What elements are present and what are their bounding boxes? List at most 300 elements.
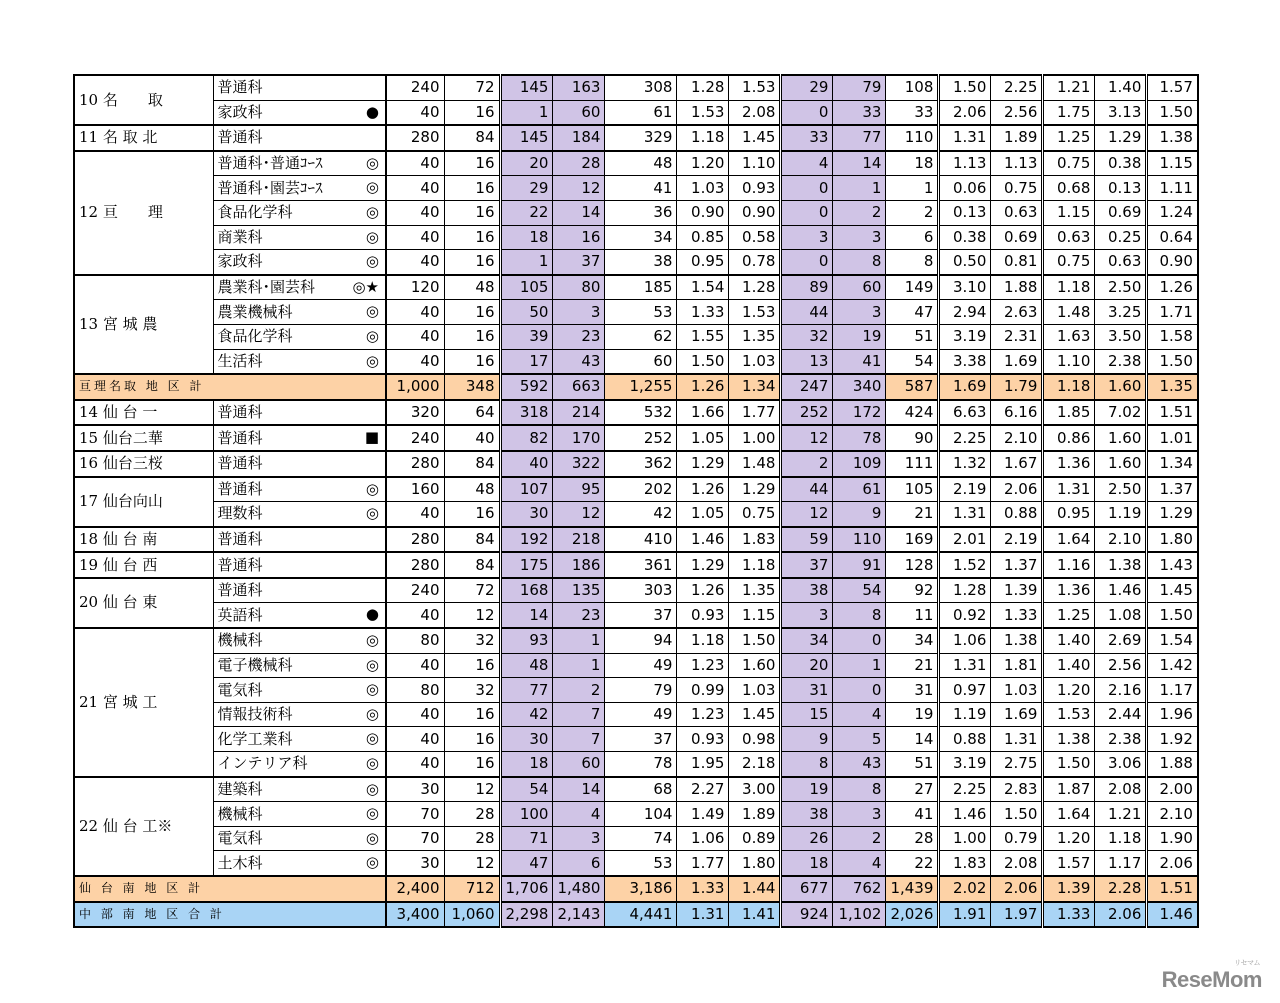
- value-cell: 1.54: [677, 275, 729, 300]
- course-label: 英語科: [217, 605, 263, 624]
- course-name: [213, 477, 386, 502]
- value-cell: 1.31: [939, 653, 991, 678]
- table-row: [74, 702, 1198, 727]
- course-label: 建築科: [217, 779, 263, 798]
- value-cell: 28: [553, 151, 605, 176]
- table-row: [74, 300, 1198, 325]
- subtotal-label: 亘理名取 地 区 計: [74, 374, 386, 400]
- value-cell: 318: [500, 400, 553, 426]
- course-name: [213, 578, 386, 603]
- table-row: [74, 752, 1198, 777]
- value-cell: 677: [781, 876, 833, 902]
- value-cell: 8: [781, 752, 833, 777]
- course-label: 普通科: [217, 529, 263, 548]
- value-cell: 532: [605, 400, 677, 426]
- course-mark: ◎: [365, 729, 379, 748]
- value-cell: 1.23: [677, 653, 729, 678]
- course-mark: ◎: [365, 804, 379, 823]
- value-cell: 280: [386, 552, 444, 578]
- value-cell: 41: [605, 176, 677, 201]
- value-cell: 1.01: [1147, 425, 1198, 451]
- value-cell: 14: [553, 777, 605, 802]
- value-cell: 100: [500, 802, 553, 827]
- value-cell: 16: [444, 727, 500, 752]
- course-name: [213, 349, 386, 374]
- value-cell: 31: [886, 678, 939, 703]
- value-cell: 108: [886, 75, 939, 100]
- table-row: [74, 603, 1198, 628]
- value-cell: 135: [553, 578, 605, 603]
- course-label: 情報技術科: [217, 705, 293, 724]
- value-cell: 0.50: [939, 250, 991, 275]
- value-cell: 0.85: [677, 225, 729, 250]
- value-cell: 1.90: [1147, 826, 1198, 851]
- value-cell: 1.38: [1147, 125, 1198, 151]
- school-name: 15 仙台二華: [74, 425, 213, 451]
- course-mark: ◎: [365, 655, 379, 674]
- value-cell: 1.60: [1095, 374, 1147, 400]
- value-cell: 50: [500, 300, 553, 325]
- course-mark: ◎: [365, 754, 379, 773]
- value-cell: 49: [605, 653, 677, 678]
- value-cell: 1.28: [939, 578, 991, 603]
- value-cell: 1.67: [991, 451, 1043, 477]
- value-cell: 19: [781, 777, 833, 802]
- course-name: [213, 851, 386, 876]
- value-cell: 1.15: [1043, 200, 1095, 225]
- value-cell: 2.16: [1095, 678, 1147, 703]
- value-cell: 280: [386, 125, 444, 151]
- value-cell: 128: [886, 552, 939, 578]
- value-cell: 48: [500, 653, 553, 678]
- value-cell: 2.38: [1095, 349, 1147, 374]
- course-label: 生活科: [217, 351, 263, 370]
- value-cell: 1.52: [939, 552, 991, 578]
- value-cell: 1.81: [991, 653, 1043, 678]
- value-cell: 2.06: [1095, 902, 1147, 928]
- value-cell: 1.26: [677, 477, 729, 502]
- school-name: 11 名 取 北: [74, 125, 213, 151]
- value-cell: 37: [605, 603, 677, 628]
- value-cell: 2.02: [939, 876, 991, 902]
- value-cell: 2.00: [1147, 777, 1198, 802]
- course-label: 普通科: [217, 403, 263, 422]
- value-cell: 1.41: [729, 902, 781, 928]
- value-cell: 340: [833, 374, 886, 400]
- value-cell: 43: [833, 752, 886, 777]
- value-cell: 12: [444, 777, 500, 802]
- table-row: [74, 125, 1198, 151]
- value-cell: 34: [605, 225, 677, 250]
- value-cell: 1.53: [1043, 702, 1095, 727]
- course-name: [213, 275, 386, 300]
- value-cell: 30: [500, 727, 553, 752]
- value-cell: 1.26: [677, 374, 729, 400]
- value-cell: 240: [386, 425, 444, 451]
- value-cell: 78: [605, 752, 677, 777]
- table-row: [74, 250, 1198, 275]
- value-cell: 2: [886, 200, 939, 225]
- value-cell: 2.25: [939, 425, 991, 451]
- course-name: [213, 502, 386, 527]
- value-cell: 0.13: [1095, 176, 1147, 201]
- value-cell: 80: [386, 678, 444, 703]
- value-cell: 2.25: [939, 777, 991, 802]
- value-cell: 145: [500, 125, 553, 151]
- value-cell: 28: [444, 826, 500, 851]
- value-cell: 1.18: [1095, 826, 1147, 851]
- value-cell: 2.28: [1095, 876, 1147, 902]
- value-cell: 1.51: [1147, 876, 1198, 902]
- school-name: 16 仙台三桜: [74, 451, 213, 477]
- value-cell: 3: [781, 603, 833, 628]
- value-cell: 0.89: [729, 826, 781, 851]
- course-mark: ◎: [365, 779, 379, 798]
- value-cell: 43: [553, 349, 605, 374]
- value-cell: 1.19: [1095, 502, 1147, 527]
- value-cell: 1.83: [729, 527, 781, 553]
- course-label: 食品化学科: [217, 327, 293, 346]
- value-cell: 1.80: [1147, 527, 1198, 553]
- course-label: 普通科･園芸ｺｰｽ: [217, 178, 323, 197]
- course-mark: ■: [364, 428, 379, 447]
- value-cell: 93: [500, 628, 553, 653]
- subtotal-row: [74, 902, 1198, 928]
- value-cell: 71: [500, 826, 553, 851]
- value-cell: 72: [444, 75, 500, 100]
- value-cell: 1.26: [1147, 275, 1198, 300]
- value-cell: 0.92: [939, 603, 991, 628]
- school-name: 20 仙 台 東: [74, 578, 213, 628]
- value-cell: 1.42: [1147, 653, 1198, 678]
- value-cell: 149: [886, 275, 939, 300]
- value-cell: 40: [386, 300, 444, 325]
- course-name: [213, 552, 386, 578]
- value-cell: 42: [605, 502, 677, 527]
- value-cell: 3.25: [1095, 300, 1147, 325]
- value-cell: 1.31: [677, 902, 729, 928]
- value-cell: 1.26: [677, 578, 729, 603]
- value-cell: 40: [444, 425, 500, 451]
- value-cell: 1.28: [677, 75, 729, 100]
- value-cell: 1.16: [1043, 552, 1095, 578]
- value-cell: 7.02: [1095, 400, 1147, 426]
- value-cell: 2.18: [729, 752, 781, 777]
- value-cell: 1.57: [1043, 851, 1095, 876]
- value-cell: 1.71: [1147, 300, 1198, 325]
- table-row: [74, 802, 1198, 827]
- value-cell: 1.33: [991, 603, 1043, 628]
- value-cell: 2.06: [991, 477, 1043, 502]
- value-cell: 59: [781, 527, 833, 553]
- course-label: 理数科: [217, 504, 263, 523]
- value-cell: 1.69: [991, 702, 1043, 727]
- course-name: [213, 225, 386, 250]
- value-cell: 1.95: [677, 752, 729, 777]
- course-name: [213, 653, 386, 678]
- table-row: [74, 451, 1198, 477]
- value-cell: 3: [833, 300, 886, 325]
- value-cell: 1.31: [939, 125, 991, 151]
- value-cell: 145: [500, 75, 553, 100]
- value-cell: 1.48: [729, 451, 781, 477]
- value-cell: 6: [553, 851, 605, 876]
- value-cell: 40: [386, 727, 444, 752]
- value-cell: 2,400: [386, 876, 444, 902]
- value-cell: 1.50: [1147, 100, 1198, 125]
- value-cell: 1.40: [1043, 628, 1095, 653]
- value-cell: 202: [605, 477, 677, 502]
- value-cell: 1.25: [1043, 603, 1095, 628]
- value-cell: 12: [553, 176, 605, 201]
- value-cell: 84: [444, 527, 500, 553]
- value-cell: 1.58: [1147, 324, 1198, 349]
- value-cell: 2: [833, 826, 886, 851]
- course-label: 電気科: [217, 829, 263, 848]
- value-cell: 4: [553, 802, 605, 827]
- value-cell: 62: [605, 324, 677, 349]
- value-cell: 1.08: [1095, 603, 1147, 628]
- value-cell: 64: [444, 400, 500, 426]
- value-cell: 2.69: [1095, 628, 1147, 653]
- value-cell: 0.90: [729, 200, 781, 225]
- table-row: [74, 275, 1198, 300]
- value-cell: 70: [386, 826, 444, 851]
- school-name: 21 宮 城 工: [74, 628, 213, 777]
- value-cell: 9: [833, 502, 886, 527]
- value-cell: 89: [781, 275, 833, 300]
- course-label: 土木科: [217, 853, 263, 872]
- course-name: [213, 324, 386, 349]
- value-cell: 1.97: [991, 902, 1043, 928]
- value-cell: 303: [605, 578, 677, 603]
- value-cell: 1.13: [991, 151, 1043, 176]
- value-cell: 0.93: [677, 603, 729, 628]
- value-cell: 1: [886, 176, 939, 201]
- value-cell: 79: [833, 75, 886, 100]
- value-cell: 1.37: [1147, 477, 1198, 502]
- course-name: [213, 100, 386, 125]
- course-name: [213, 802, 386, 827]
- value-cell: 1.77: [729, 400, 781, 426]
- value-cell: 105: [886, 477, 939, 502]
- value-cell: 169: [886, 527, 939, 553]
- value-cell: 22: [500, 200, 553, 225]
- course-mark: ◎: [365, 153, 379, 172]
- value-cell: 1.29: [677, 552, 729, 578]
- value-cell: 1.20: [1043, 678, 1095, 703]
- value-cell: 72: [444, 578, 500, 603]
- value-cell: 362: [605, 451, 677, 477]
- value-cell: 1.91: [939, 902, 991, 928]
- value-cell: 1.18: [1043, 275, 1095, 300]
- table-row: [74, 628, 1198, 653]
- value-cell: 1.21: [1043, 75, 1095, 100]
- value-cell: 0.38: [1095, 151, 1147, 176]
- value-cell: 1: [500, 100, 553, 125]
- value-cell: 84: [444, 552, 500, 578]
- course-name: [213, 628, 386, 653]
- value-cell: 1.31: [939, 502, 991, 527]
- value-cell: 2.83: [991, 777, 1043, 802]
- value-cell: 16: [444, 752, 500, 777]
- value-cell: 0.64: [1147, 225, 1198, 250]
- value-cell: 0.38: [939, 225, 991, 250]
- value-cell: 1.50: [991, 802, 1043, 827]
- value-cell: 1.35: [1147, 374, 1198, 400]
- value-cell: 68: [605, 777, 677, 802]
- value-cell: 16: [444, 502, 500, 527]
- value-cell: 1.92: [1147, 727, 1198, 752]
- value-cell: 32: [781, 324, 833, 349]
- value-cell: 1.31: [991, 727, 1043, 752]
- value-cell: 90: [886, 425, 939, 451]
- subtotal-row: [74, 374, 1198, 400]
- table-row: [74, 578, 1198, 603]
- value-cell: 109: [833, 451, 886, 477]
- value-cell: 1.19: [939, 702, 991, 727]
- value-cell: 240: [386, 578, 444, 603]
- school-name: 19 仙 台 西: [74, 552, 213, 578]
- course-name: [213, 527, 386, 553]
- course-mark: ◎: [365, 326, 379, 345]
- value-cell: 2.25: [991, 75, 1043, 100]
- value-cell: 1.57: [1147, 75, 1198, 100]
- value-cell: 84: [444, 451, 500, 477]
- value-cell: 16: [444, 100, 500, 125]
- value-cell: 2.19: [991, 527, 1043, 553]
- value-cell: 3.19: [939, 324, 991, 349]
- school-name: 14 仙 台 一: [74, 400, 213, 426]
- value-cell: 1.06: [939, 628, 991, 653]
- value-cell: 1.51: [1147, 400, 1198, 426]
- subtotal-row: [74, 876, 1198, 902]
- value-cell: 18: [500, 225, 553, 250]
- value-cell: 1.50: [729, 628, 781, 653]
- course-mark: ◎★: [352, 277, 379, 296]
- value-cell: 1.28: [729, 275, 781, 300]
- value-cell: 3: [833, 802, 886, 827]
- value-cell: 1.39: [1043, 876, 1095, 902]
- value-cell: 32: [444, 628, 500, 653]
- value-cell: 1: [553, 653, 605, 678]
- value-cell: 1.03: [729, 678, 781, 703]
- value-cell: 592: [500, 374, 553, 400]
- value-cell: 54: [833, 578, 886, 603]
- value-cell: 3: [553, 300, 605, 325]
- course-mark: ◎: [365, 631, 379, 650]
- value-cell: 1,000: [386, 374, 444, 400]
- table-row: [74, 100, 1198, 125]
- value-cell: 39: [500, 324, 553, 349]
- value-cell: 21: [886, 653, 939, 678]
- value-cell: 0.63: [1095, 250, 1147, 275]
- value-cell: 6: [886, 225, 939, 250]
- value-cell: 18: [781, 851, 833, 876]
- value-cell: 40: [386, 653, 444, 678]
- value-cell: 77: [833, 125, 886, 151]
- value-cell: 175: [500, 552, 553, 578]
- value-cell: 1.24: [1147, 200, 1198, 225]
- value-cell: 1.50: [1043, 752, 1095, 777]
- value-cell: 1.88: [991, 275, 1043, 300]
- value-cell: 1.60: [729, 653, 781, 678]
- value-cell: 12: [444, 851, 500, 876]
- value-cell: 1.31: [1043, 477, 1095, 502]
- value-cell: 3,186: [605, 876, 677, 902]
- value-cell: 60: [833, 275, 886, 300]
- value-cell: 33: [781, 125, 833, 151]
- value-cell: 2.27: [677, 777, 729, 802]
- value-cell: 2.44: [1095, 702, 1147, 727]
- course-mark: ◎: [365, 504, 379, 523]
- value-cell: 42: [500, 702, 553, 727]
- value-cell: 0.81: [991, 250, 1043, 275]
- value-cell: 1: [833, 176, 886, 201]
- value-cell: 1,102: [833, 902, 886, 928]
- value-cell: 1.53: [729, 75, 781, 100]
- value-cell: 33: [833, 100, 886, 125]
- value-cell: 1.03: [677, 176, 729, 201]
- course-label: 普通科: [217, 479, 263, 498]
- table-row: [74, 527, 1198, 553]
- value-cell: 3.50: [1095, 324, 1147, 349]
- value-cell: 30: [386, 777, 444, 802]
- value-cell: 4,441: [605, 902, 677, 928]
- value-cell: 3.13: [1095, 100, 1147, 125]
- value-cell: 410: [605, 527, 677, 553]
- value-cell: 2.08: [729, 100, 781, 125]
- value-cell: 36: [605, 200, 677, 225]
- course-name: [213, 603, 386, 628]
- value-cell: 33: [886, 100, 939, 125]
- subtotal-label: 中 部 南 地 区 合 計: [74, 902, 386, 928]
- value-cell: 18: [500, 752, 553, 777]
- value-cell: 2.50: [1095, 275, 1147, 300]
- value-cell: 37: [605, 727, 677, 752]
- value-cell: 348: [444, 374, 500, 400]
- value-cell: 2.06: [991, 876, 1043, 902]
- value-cell: 2.10: [1095, 527, 1147, 553]
- value-cell: 40: [386, 200, 444, 225]
- subtotal-label: 仙 台 南 地 区 計: [74, 876, 386, 902]
- value-cell: 0.58: [729, 225, 781, 250]
- value-cell: 2.56: [1095, 653, 1147, 678]
- value-cell: 0.75: [991, 176, 1043, 201]
- value-cell: 1.53: [677, 100, 729, 125]
- value-cell: 1.69: [939, 374, 991, 400]
- value-cell: 105: [500, 275, 553, 300]
- course-mark: ◎: [365, 178, 379, 197]
- course-name: [213, 727, 386, 752]
- value-cell: 1.18: [677, 125, 729, 151]
- value-cell: 2,026: [886, 902, 939, 928]
- value-cell: 40: [386, 250, 444, 275]
- value-cell: 40: [500, 451, 553, 477]
- value-cell: 0: [833, 628, 886, 653]
- school-name: 12 亘 理: [74, 151, 213, 275]
- table-row: [74, 477, 1198, 502]
- value-cell: 1.89: [991, 125, 1043, 151]
- value-cell: 0.95: [1043, 502, 1095, 527]
- value-cell: 23: [553, 603, 605, 628]
- value-cell: 1.20: [677, 151, 729, 176]
- table-row: [74, 653, 1198, 678]
- value-cell: 29: [781, 75, 833, 100]
- value-cell: 1: [553, 628, 605, 653]
- value-cell: 762: [833, 876, 886, 902]
- value-cell: 28: [886, 826, 939, 851]
